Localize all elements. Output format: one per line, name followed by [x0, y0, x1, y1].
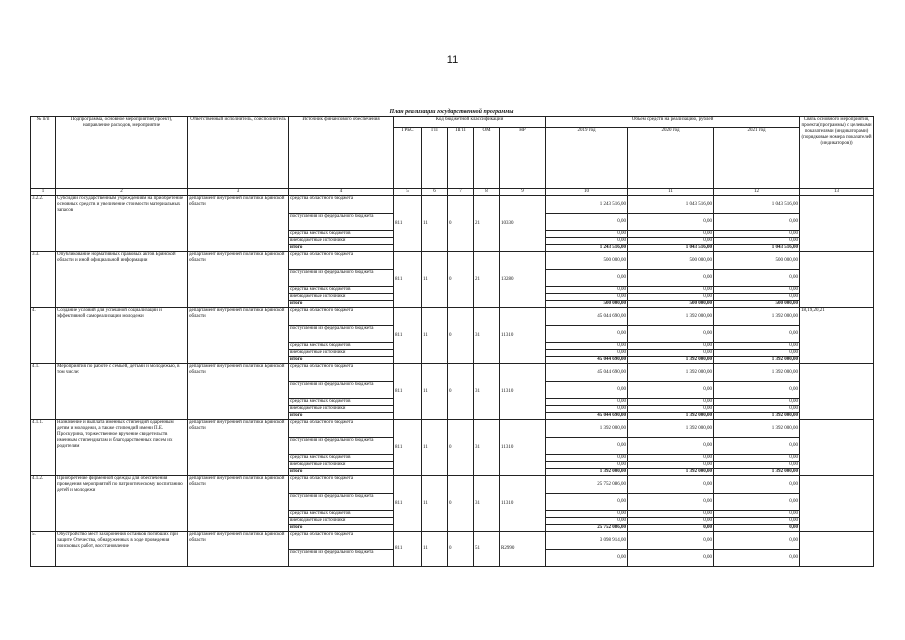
funding-source: внебюджетные источники: [289, 518, 394, 525]
funding-source: средства областного бюджета: [289, 252, 394, 270]
amount-2021: 0,00: [714, 326, 800, 343]
code-nr: 11310: [500, 308, 546, 364]
amount-2019: 45 044 690,00: [546, 364, 628, 382]
amount-2019: 45 044 690,00: [546, 357, 628, 364]
code-pgp: 0: [448, 308, 474, 364]
table-row: [31, 364, 874, 382]
amount-2020: 0,00: [628, 550, 714, 567]
activity-title: Назначение и выплата именных стипендий одаренным детям и молодежи, а также стипендий имени П.Е. Проскурина, торжественное вручение свидетельств именным стипендиатам и благодарственных писем их родителям: [56, 420, 188, 476]
table-body: [31, 189, 874, 567]
table-row: [31, 476, 874, 494]
amount-2021: 0,00: [714, 238, 800, 245]
amount-2019: 0,00: [546, 462, 628, 469]
header-nr: НР: [500, 128, 546, 189]
row-number: 3.2.2.: [31, 196, 56, 252]
row-number: 4.: [31, 308, 56, 364]
header-2019: 2019 год: [546, 128, 628, 189]
code-gp: 11: [422, 196, 448, 252]
amount-2019: 1 243 516,00: [546, 196, 628, 214]
funding-source: средства областного бюджета: [289, 420, 394, 438]
funding-source: итого: [289, 357, 394, 364]
funding-source: внебюджетные источники: [289, 406, 394, 413]
amount-2019: 0,00: [546, 550, 628, 567]
amount-2020: 0,00: [628, 238, 714, 245]
header-budget-code: Код бюджетной классификации: [394, 117, 546, 128]
code-om: 31: [474, 308, 500, 364]
amount-2019: 0,00: [546, 287, 628, 294]
amount-2020: 1 392 000,00: [628, 413, 714, 420]
amount-2020: 0,00: [628, 270, 714, 287]
header-2021: 2021 год: [714, 128, 800, 189]
amount-2019: 500 000,00: [546, 252, 628, 270]
amount-2020: 0,00: [628, 525, 714, 532]
code-pgp: 0: [448, 532, 474, 567]
amount-2019: 25 752 086,00: [546, 525, 628, 532]
column-number: 6: [422, 189, 448, 196]
amount-2021: 0,00: [714, 511, 800, 518]
table-row: [31, 196, 874, 214]
code-pgp: 0: [448, 364, 474, 420]
funding-source: внебюджетные источники: [289, 238, 394, 245]
amount-2021: 500 000,00: [714, 252, 800, 270]
code-nr: 11310: [500, 364, 546, 420]
amount-2021: 0,00: [714, 476, 800, 494]
amount-2021: 500 000,00: [714, 301, 800, 308]
code-nr: 11310: [500, 476, 546, 532]
indicator-link: [800, 196, 874, 252]
activity-title: Мероприятия по работе с семьей, детьми и молодежью, в том числе:: [56, 364, 188, 420]
funding-source: средства областного бюджета: [289, 364, 394, 382]
code-pgp: 0: [448, 196, 474, 252]
amount-2020: 0,00: [628, 287, 714, 294]
column-number: 2: [56, 189, 188, 196]
amount-2021: 1 392 000,00: [714, 364, 800, 382]
amount-2019: 0,00: [546, 511, 628, 518]
funding-source: средства областного бюджета: [289, 196, 394, 214]
amount-2019: 0,00: [546, 343, 628, 350]
funding-source: поступления из федерального бюджета: [289, 326, 394, 343]
header-num: № п/п: [31, 117, 56, 189]
amount-2020: 1 392 000,00: [628, 364, 714, 382]
funding-source: поступления из федерального бюджета: [289, 214, 394, 231]
amount-2021: 0,00: [714, 550, 800, 567]
amount-2020: 500 000,00: [628, 301, 714, 308]
amount-2019: 0,00: [546, 326, 628, 343]
funding-source: средства местных бюджетов: [289, 287, 394, 294]
amount-2019: 0,00: [546, 399, 628, 406]
funding-source: поступления из федерального бюджета: [289, 270, 394, 287]
funding-source: поступления из федерального бюджета: [289, 550, 394, 567]
code-grbs: 811: [394, 308, 422, 364]
funding-source: поступления из федерального бюджета: [289, 494, 394, 511]
code-pgp: 0: [448, 420, 474, 476]
funding-source: средства областного бюджета: [289, 476, 394, 494]
amount-2021: 0,00: [714, 343, 800, 350]
funding-source: внебюджетные источники: [289, 350, 394, 357]
amount-2020: 0,00: [628, 462, 714, 469]
header-grbs: ГРБС: [394, 128, 422, 189]
funding-source: средства областного бюджета: [289, 532, 394, 550]
code-nr: 10330: [500, 196, 546, 252]
funding-source: итого: [289, 413, 394, 420]
funding-source: средства местных бюджетов: [289, 455, 394, 462]
row-number: 4.1.2.: [31, 476, 56, 532]
code-grbs: 811: [394, 252, 422, 308]
column-number: 10: [546, 189, 628, 196]
code-nr: 11310: [500, 420, 546, 476]
funding-source: итого: [289, 245, 394, 252]
amount-2019: 0,00: [546, 238, 628, 245]
code-nr: R2990: [500, 532, 546, 567]
column-number: 12: [714, 189, 800, 196]
funding-source: средства местных бюджетов: [289, 343, 394, 350]
amount-2019: 0,00: [546, 382, 628, 399]
funding-source: средства местных бюджетов: [289, 231, 394, 238]
amount-2020: 1 043 516,00: [628, 245, 714, 252]
indicator-link: [800, 364, 874, 420]
amount-2021: 0,00: [714, 287, 800, 294]
activity-title: Опубликование нормативных правовых актов Брянской области и иной официальной информации: [56, 252, 188, 308]
amount-2019: 0,00: [546, 214, 628, 231]
amount-2019: 0,00: [546, 518, 628, 525]
amount-2021: 0,00: [714, 294, 800, 301]
indicator-link: [800, 476, 874, 532]
amount-2020: 1 392 000,00: [628, 308, 714, 326]
header-gp: ГП: [422, 128, 448, 189]
plan-table: [30, 116, 874, 567]
page-number: 11: [446, 54, 459, 66]
amount-2020: 0,00: [628, 406, 714, 413]
amount-2019: 45 044 690,00: [546, 413, 628, 420]
code-om: 31: [474, 420, 500, 476]
amount-2021: 0,00: [714, 270, 800, 287]
amount-2021: 1 043 516,00: [714, 196, 800, 214]
code-om: 31: [474, 476, 500, 532]
code-om: 21: [474, 252, 500, 308]
code-om: 21: [474, 196, 500, 252]
amount-2019: 0,00: [546, 294, 628, 301]
funding-source: итого: [289, 469, 394, 476]
amount-2021: 0,00: [714, 525, 800, 532]
funding-source: средства местных бюджетов: [289, 511, 394, 518]
executor: департамент внутренней политики Брянской области: [188, 252, 289, 308]
amount-2020: 0,00: [628, 343, 714, 350]
header-2020: 2020 год: [628, 128, 714, 189]
amount-2019: 1 243 516,00: [546, 245, 628, 252]
amount-2021: 0,00: [714, 462, 800, 469]
amount-2019: 1 392 000,00: [546, 469, 628, 476]
amount-2019: 45 044 690,00: [546, 308, 628, 326]
column-number: 4: [289, 189, 394, 196]
amount-2021: 1 392 000,00: [714, 413, 800, 420]
amount-2021: 0,00: [714, 532, 800, 550]
amount-2020: 0,00: [628, 382, 714, 399]
activity-title: Создание условий для успешной социализации и эффективной самореализации молодежи: [56, 308, 188, 364]
activity-title: Приобретение фирменной одежды для обеспечения проведения мероприятий по патриотическому воспитанию детей и молодежи: [56, 476, 188, 532]
row-number: 4.1.1.: [31, 420, 56, 476]
code-grbs: 811: [394, 196, 422, 252]
amount-2019: 1 392 000,00: [546, 420, 628, 438]
header-pgp: ПГП: [448, 128, 474, 189]
amount-2020: 0,00: [628, 532, 714, 550]
header-source: Источник финансового обеспечения: [289, 117, 394, 189]
amount-2019: 3 098 914,00: [546, 532, 628, 550]
header-volume: Объем средств на реализацию, рублей: [546, 117, 800, 128]
amount-2021: 0,00: [714, 518, 800, 525]
amount-2021: 0,00: [714, 406, 800, 413]
amount-2021: 0,00: [714, 494, 800, 511]
code-gp: 11: [422, 532, 448, 567]
executor: департамент внутренней политики Брянской области: [188, 364, 289, 420]
amount-2021: 0,00: [714, 214, 800, 231]
amount-2019: 500 000,00: [546, 301, 628, 308]
code-nr: 13280: [500, 252, 546, 308]
row-number: 4.1.: [31, 364, 56, 420]
amount-2019: 0,00: [546, 494, 628, 511]
code-gp: 11: [422, 476, 448, 532]
amount-2020: 0,00: [628, 476, 714, 494]
funding-source: внебюджетные источники: [289, 294, 394, 301]
amount-2020: 0,00: [628, 326, 714, 343]
table-row: [31, 532, 874, 550]
amount-2021: 0,00: [714, 438, 800, 455]
amount-2021: 1 392 000,00: [714, 357, 800, 364]
funding-source: средства местных бюджетов: [289, 399, 394, 406]
amount-2020: 0,00: [628, 518, 714, 525]
row-number: 5.: [31, 532, 56, 567]
indicator-link: [800, 252, 874, 308]
column-number: 7: [448, 189, 474, 196]
executor: департамент внутренней политики Брянской области: [188, 308, 289, 364]
amount-2019: 0,00: [546, 350, 628, 357]
amount-2019: 0,00: [546, 455, 628, 462]
amount-2021: 0,00: [714, 231, 800, 238]
amount-2021: 0,00: [714, 399, 800, 406]
code-pgp: 0: [448, 476, 474, 532]
column-number: 1: [31, 189, 56, 196]
amount-2019: 0,00: [546, 231, 628, 238]
table-row: [31, 420, 874, 438]
column-number-row: [31, 189, 874, 196]
column-number: 5: [394, 189, 422, 196]
amount-2021: 1 392 000,00: [714, 420, 800, 438]
amount-2020: 0,00: [628, 494, 714, 511]
activity-title: Субсидии государственным учреждениям на приобретение основных средств и увеличение стоимости материальных запасов: [56, 196, 188, 252]
activity-title: Обустройство мест захоронения останков погибших при защите Отечества, обнаруженных в ходе проведения поисковых работ, восстановление: [56, 532, 188, 567]
code-grbs: 811: [394, 364, 422, 420]
amount-2019: 0,00: [546, 406, 628, 413]
code-grbs: 811: [394, 476, 422, 532]
amount-2020: 0,00: [628, 214, 714, 231]
code-grbs: 811: [394, 420, 422, 476]
executor: департамент внутренней политики Брянской области: [188, 196, 289, 252]
amount-2020: 0,00: [628, 350, 714, 357]
code-gp: 11: [422, 308, 448, 364]
header-subprogram: Подпрограмма, основное мероприятие(проект), направление расходов, мероприятие: [56, 117, 188, 189]
amount-2019: 0,00: [546, 438, 628, 455]
amount-2020: 500 000,00: [628, 252, 714, 270]
amount-2020: 0,00: [628, 294, 714, 301]
executor: департамент внутренней политики Брянской области: [188, 476, 289, 532]
code-pgp: 0: [448, 252, 474, 308]
amount-2020: 0,00: [628, 399, 714, 406]
funding-source: итого: [289, 525, 394, 532]
code-gp: 11: [422, 364, 448, 420]
code-grbs: 811: [394, 532, 422, 567]
amount-2021: 1 392 000,00: [714, 469, 800, 476]
header-om: ОМ: [474, 128, 500, 189]
amount-2020: 1 043 516,00: [628, 196, 714, 214]
row-number: 3.3.: [31, 252, 56, 308]
code-om: 51: [474, 532, 500, 567]
header-executor: Ответственный исполнитель, соисполнитель: [188, 117, 289, 189]
amount-2021: 0,00: [714, 455, 800, 462]
funding-source: итого: [289, 301, 394, 308]
funding-source: поступления из федерального бюджета: [289, 382, 394, 399]
code-gp: 11: [422, 420, 448, 476]
funding-source: поступления из федерального бюджета: [289, 438, 394, 455]
column-number: 13: [800, 189, 874, 196]
code-gp: 11: [422, 252, 448, 308]
header-link: Связь основного мероприятия, проекта(программы) с целевыми показателями (индикаторами) (порядковые номера показателей (индикаторов)): [800, 117, 874, 189]
executor: департамент внутренней политики Брянской области: [188, 532, 289, 567]
code-om: 31: [474, 364, 500, 420]
indicator-link: 18,19,20,21: [800, 308, 874, 364]
amount-2020: 0,00: [628, 231, 714, 238]
column-number: 11: [628, 189, 714, 196]
amount-2021: 1 392 000,00: [714, 308, 800, 326]
column-number: 9: [500, 189, 546, 196]
amount-2020: 0,00: [628, 511, 714, 518]
executor: департамент внутренней политики Брянской области: [188, 420, 289, 476]
amount-2020: 1 392 000,00: [628, 469, 714, 476]
table-row: [31, 252, 874, 270]
funding-source: средства областного бюджета: [289, 308, 394, 326]
funding-source: внебюджетные источники: [289, 462, 394, 469]
amount-2020: 1 392 000,00: [628, 357, 714, 364]
column-number: 8: [474, 189, 500, 196]
column-number: 3: [188, 189, 289, 196]
indicator-link: [800, 420, 874, 476]
amount-2020: 0,00: [628, 438, 714, 455]
amount-2020: 1 392 000,00: [628, 420, 714, 438]
table-row: [31, 308, 874, 326]
amount-2020: 0,00: [628, 455, 714, 462]
amount-2019: 0,00: [546, 270, 628, 287]
table-title: План реализации государственной программы: [389, 109, 514, 115]
amount-2021: 0,00: [714, 382, 800, 399]
indicator-link: [800, 532, 874, 567]
amount-2021: 0,00: [714, 350, 800, 357]
amount-2021: 1 043 516,00: [714, 245, 800, 252]
amount-2019: 25 752 086,00: [546, 476, 628, 494]
